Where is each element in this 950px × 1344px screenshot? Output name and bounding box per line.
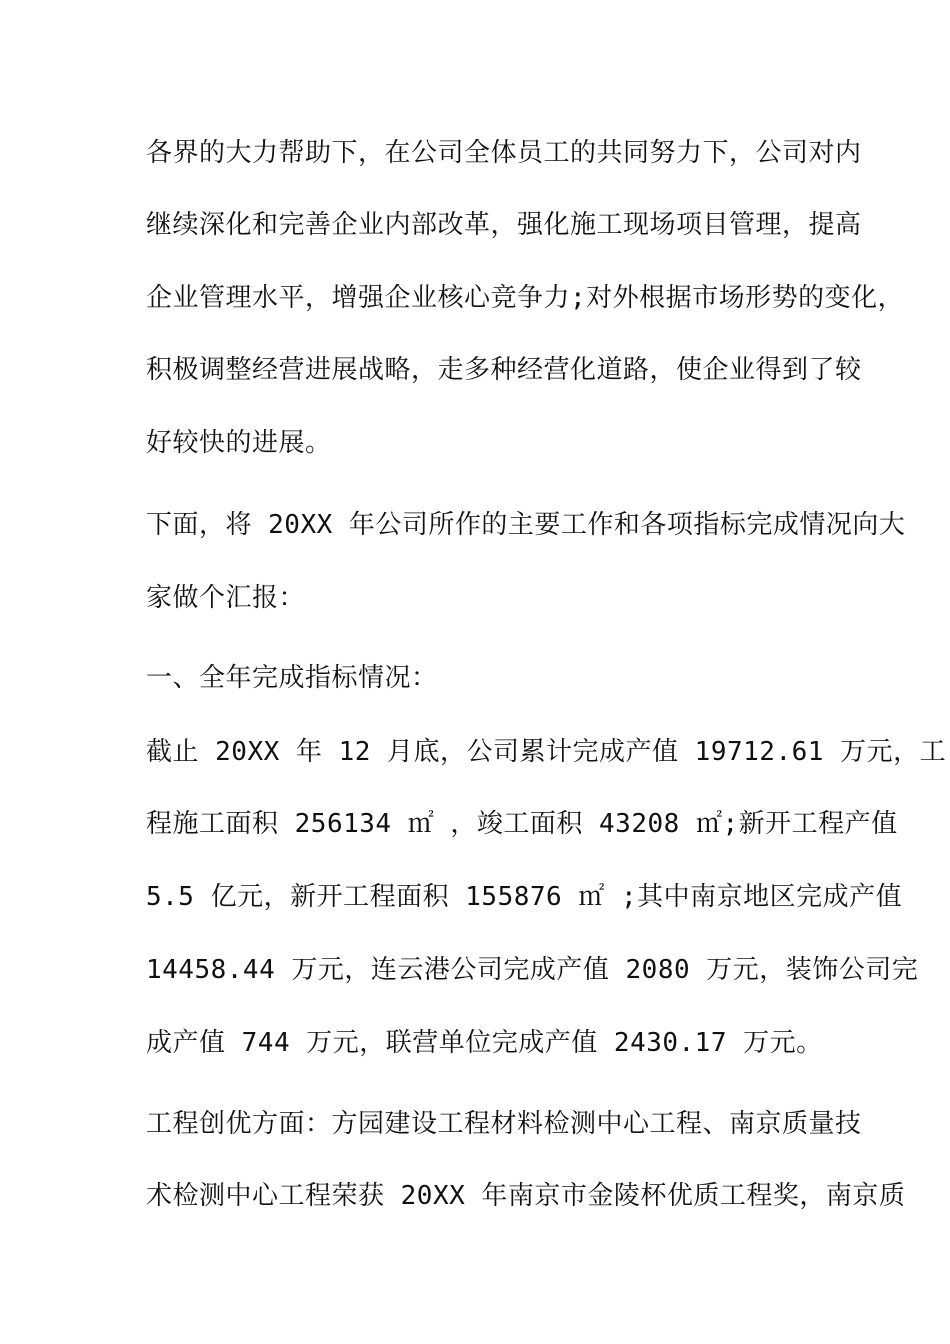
text-line-2: 继续深化和完善企业内部改革，强化施工现场项目管理，提高	[146, 210, 862, 240]
text-line-6: 下面，将 20XX 年公司所作的主要工作和各项指标完成情况向大	[146, 510, 906, 540]
text-line-3: 企业管理水平，增强企业核心竞争力;对外根据市场形势的变化，	[146, 283, 905, 313]
text-line-1: 各界的大力帮助下，在公司全体员工的共同努力下，公司对内	[146, 138, 862, 168]
text-line-5: 好较快的进展。	[146, 428, 332, 458]
text-line-13: 成产值 744 万元，联营单位完成产值 2430.17 万元。	[146, 1028, 823, 1058]
text-line-4: 积极调整经营进展战略，走多种经营化道路，使企业得到了较	[146, 355, 862, 385]
text-line-14: 工程创优方面：方园建设工程材料检测中心工程、南京质量技	[146, 1109, 862, 1139]
text-line-7: 家做个汇报：	[146, 583, 306, 613]
text-line-9: 截止 20XX 年 12 月底，公司累计完成产值 19712.61 万元，工	[146, 737, 947, 767]
text-line-15: 术检测中心工程荣获 20XX 年南京市金陵杯优质工程奖，南京质	[146, 1181, 906, 1211]
text-line-12: 14458.44 万元，连云港公司完成产值 2080 万元，装饰公司完	[146, 955, 919, 985]
text-line-10: 程施工面积 256134 ㎡ ，竣工面积 43208 ㎡;新开工程产值	[146, 809, 898, 839]
section-heading: 一、全年完成指标情况：	[146, 663, 438, 693]
text-line-11: 5.5 亿元，新开工程面积 155876 ㎡ ;其中南京地区完成产值	[146, 882, 903, 912]
